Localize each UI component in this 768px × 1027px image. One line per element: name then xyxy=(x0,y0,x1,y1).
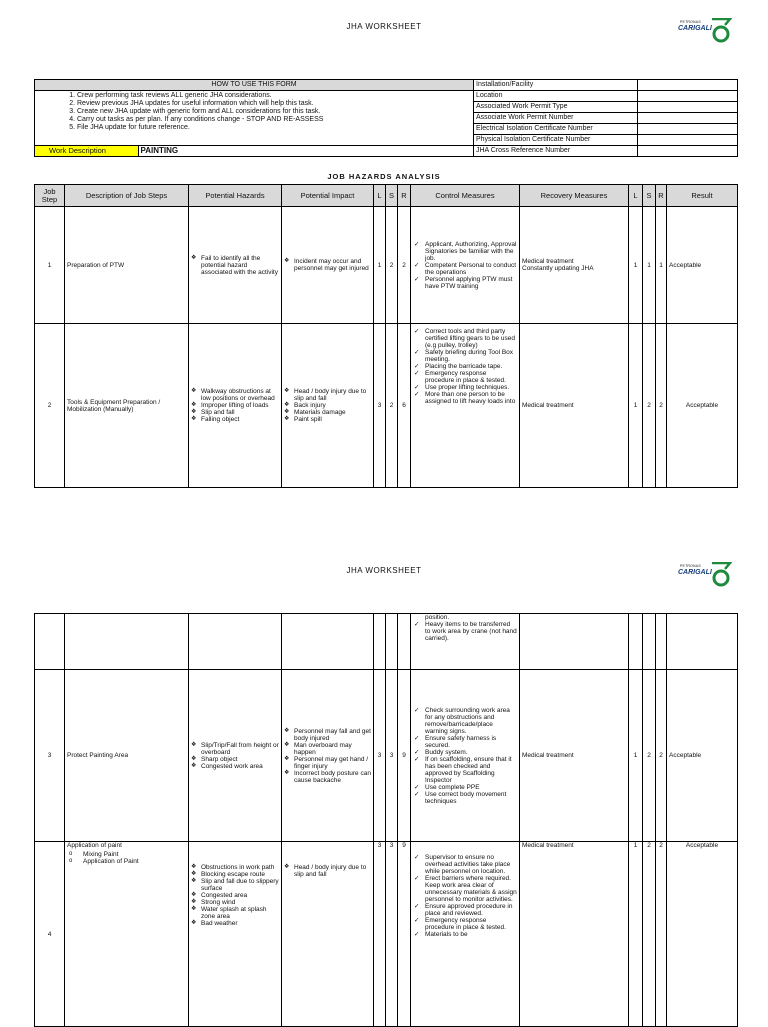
info-value-field[interactable] xyxy=(638,135,738,146)
table-row xyxy=(35,324,738,488)
info-label: Installation/Facility xyxy=(474,80,638,91)
control-item: ✓ Heavy items to be transferred to work area by crane (not hand carried). xyxy=(413,621,517,642)
hazard-item: ❖ Strong wind xyxy=(191,899,279,906)
job-step-number: 2 xyxy=(35,324,65,488)
risk-value: 6 xyxy=(398,324,411,488)
jha-heading: JOB HAZARDS ANALYSIS xyxy=(327,172,441,181)
severity-value: 2 xyxy=(386,207,398,324)
how-to-title: HOW TO USE THIS FORM xyxy=(35,80,474,91)
hazard-item: ❖ Blocking escape route xyxy=(191,871,279,878)
controls-cell xyxy=(411,207,520,324)
logo-small-text: PETRONAS xyxy=(680,20,701,24)
info-label: Physical Isolation Certificate Number xyxy=(474,135,638,146)
control-continuation: position. xyxy=(425,614,450,621)
info-label: Electrical Isolation Certificate Number xyxy=(474,124,638,135)
table-row xyxy=(35,207,738,324)
petronas-emblem-icon xyxy=(710,562,732,588)
impact-item: ❖ Incorrect body posture can cause backache xyxy=(284,770,371,784)
how-to-use-table xyxy=(34,79,738,157)
result-value: Acceptable xyxy=(667,670,738,842)
table-row xyxy=(35,670,738,842)
hazard-item: ❖ Falling object xyxy=(191,416,279,423)
hazard-item: ❖ Walkway obstructions at low positions or overhead xyxy=(191,388,279,402)
info-value-field[interactable] xyxy=(638,146,738,157)
col-s2: S xyxy=(643,185,656,207)
info-label: Associate Work Permit Number xyxy=(474,113,638,124)
impact-item: ❖ Man overboard may happen xyxy=(284,742,371,756)
hazard-item: ❖ Water splash at splash zone area xyxy=(191,906,279,920)
col-l2: L xyxy=(629,185,643,207)
residual-likelihood-value: 1 xyxy=(629,670,643,842)
job-step-number: 4 xyxy=(35,842,65,1027)
control-item: ✓ If on scaffolding, ensure that it has been checked and approved by Scaffolding Inspector xyxy=(413,756,517,784)
how-to-steps xyxy=(35,91,474,146)
impact-item: ❖ Head / body injury due to slip and fall xyxy=(284,388,371,402)
logo-brand-text: CARIGALI xyxy=(678,569,712,576)
work-description-label: Work Description xyxy=(35,146,138,156)
residual-severity-value: 2 xyxy=(643,842,656,1027)
how-to-step: 4. Carry out tasks as per plan. If any conditions change - STOP AND RE-ASSESS xyxy=(77,116,469,124)
hazard-item: ❖ Slip and fall due to slippery surface xyxy=(191,878,279,892)
info-value-field[interactable] xyxy=(638,91,738,102)
severity-value: 3 xyxy=(386,670,398,842)
risk-value: 2 xyxy=(398,207,411,324)
col-result: Result xyxy=(667,185,738,207)
residual-severity-value: 2 xyxy=(643,670,656,842)
info-value-field[interactable] xyxy=(638,102,738,113)
info-value-field[interactable] xyxy=(638,113,738,124)
control-item: ✓ Correct tools and third party certified lifting gears to be used (e.g pulley, trolley) xyxy=(413,328,517,349)
recovery-cell xyxy=(520,324,629,488)
severity-value: 2 xyxy=(386,324,398,488)
job-step-number: 3 xyxy=(35,670,65,842)
control-item: ✓ Use correct body movement techniques xyxy=(413,791,517,805)
jha-table-continued xyxy=(34,613,738,1027)
impact-item: ❖ Head / body injury due to slip and fall xyxy=(284,864,371,878)
residual-risk-value: 2 xyxy=(656,670,667,842)
job-step-description: Protect Painting Area xyxy=(65,670,189,842)
impact-cell xyxy=(282,324,374,488)
info-label: Location xyxy=(474,91,638,102)
job-step-description: Application of paint xyxy=(67,842,122,849)
hazards-cell xyxy=(189,324,282,488)
info-value-field[interactable] xyxy=(638,124,738,135)
controls-cell xyxy=(411,614,520,670)
hazard-item: ❖ Slip/Trip/Fall from height or overboard xyxy=(191,742,279,756)
control-item: ✓ Emergency response procedure in place & tested. xyxy=(413,917,517,931)
col-control: Control Measures xyxy=(411,185,520,207)
control-item: ✓ Check surrounding work area for any obstructions and remove/barricade/place warning signs. xyxy=(413,707,517,735)
control-item: ✓ Materials to be xyxy=(413,931,517,938)
col-hazards: Potential Hazards xyxy=(189,185,282,207)
sub-step-item: o Mixing Paint xyxy=(67,851,186,858)
control-item: ✓ Ensure safety harness is secured. xyxy=(413,735,517,749)
hazard-item: ❖ Slip and fall xyxy=(191,409,279,416)
risk-value: 9 xyxy=(398,670,411,842)
result-value: Acceptable xyxy=(667,207,738,324)
impact-item: ❖ Materials damage xyxy=(284,409,371,416)
impact-item: ❖ Back injury xyxy=(284,402,371,409)
residual-risk-value: 1 xyxy=(656,207,667,324)
col-job-step: Job Step xyxy=(35,185,65,207)
residual-risk-value: 2 xyxy=(656,324,667,488)
impact-item: ❖ Personnel may fall and get body injured xyxy=(284,728,371,742)
recovery-cell xyxy=(520,842,629,1027)
col-recovery: Recovery Measures xyxy=(520,185,629,207)
page-title: JHA WORKSHEET xyxy=(346,566,422,575)
controls-cell xyxy=(411,842,520,1027)
control-item: ✓ Buddy system. xyxy=(413,749,517,756)
residual-risk-value: 2 xyxy=(656,842,667,1027)
impact-item: ❖ Paint spill xyxy=(284,416,371,423)
how-to-step: 1. Crew performing task reviews ALL generic JHA considerations. xyxy=(77,92,469,100)
info-label: Associated Work Permit Type xyxy=(474,102,638,113)
recovery-item: Medical treatment xyxy=(522,842,574,849)
recovery-cell xyxy=(520,207,629,324)
impact-item: ❖ Incident may occur and personnel may get injured xyxy=(284,258,371,272)
residual-likelihood-value: 1 xyxy=(629,842,643,1027)
controls-cell xyxy=(411,670,520,842)
likelihood-value: 3 xyxy=(374,670,386,842)
hazard-item: ❖ Obstructions in work path xyxy=(191,864,279,871)
job-step-number: 1 xyxy=(35,207,65,324)
impact-cell xyxy=(282,670,374,842)
recovery-cell xyxy=(520,670,629,842)
recovery-item: Constantly updating JHA xyxy=(522,265,594,272)
result-value: Acceptable xyxy=(667,324,738,488)
controls-cell xyxy=(411,324,520,488)
work-description-value[interactable]: PAINTING xyxy=(140,146,179,155)
control-item: ✓ Applicant, Authorizing, Approval Signatories be familiar with the job. xyxy=(413,241,517,262)
info-value-field[interactable] xyxy=(638,80,738,91)
hazards-cell xyxy=(189,670,282,842)
likelihood-value: 3 xyxy=(374,324,386,488)
hazard-item: ❖ Congested work area xyxy=(191,763,279,770)
hazard-item: ❖ Sharp object xyxy=(191,756,279,763)
control-item: ✓ More than one person to be assigned to lift heavy loads into xyxy=(413,391,517,405)
company-logo xyxy=(678,562,730,588)
logo-brand-text: CARIGALI xyxy=(678,25,712,32)
col-r: R xyxy=(398,185,411,207)
hazards-cell xyxy=(189,207,282,324)
hazard-item: ❖ Bad weather xyxy=(191,920,279,927)
residual-likelihood-value: 1 xyxy=(629,207,643,324)
control-item: ✓ Personnel applying PTW must have PTW training xyxy=(413,276,517,290)
impact-item: ❖ Personnel may get hand / finger injury xyxy=(284,756,371,770)
risk-value: 9 xyxy=(398,842,411,1027)
how-to-step: 5. File JHA update for future reference. xyxy=(77,124,469,132)
impact-cell xyxy=(282,207,374,324)
company-logo xyxy=(678,18,730,44)
page-title: JHA WORKSHEET xyxy=(346,22,422,31)
control-item: ✓ Use complete PPE xyxy=(413,784,517,791)
col-r2: R xyxy=(656,185,667,207)
severity-value: 3 xyxy=(386,842,398,1027)
residual-severity-value: 1 xyxy=(643,207,656,324)
jha-table xyxy=(34,184,738,488)
residual-severity-value: 2 xyxy=(643,324,656,488)
result-value: Acceptable xyxy=(667,842,738,1027)
sub-step-item: o Application of Paint xyxy=(67,858,186,865)
residual-likelihood-value: 1 xyxy=(629,324,643,488)
control-item: ✓ Competent Personal to conduct the operations xyxy=(413,262,517,276)
col-s: S xyxy=(386,185,398,207)
recovery-item: Medical treatment xyxy=(522,752,574,759)
likelihood-value: 1 xyxy=(374,207,386,324)
col-l: L xyxy=(374,185,386,207)
table-row xyxy=(35,614,738,670)
control-item: ✓ Use proper lifting techniques. xyxy=(413,384,517,391)
col-impact: Potential Impact xyxy=(282,185,374,207)
control-item: ✓ Supervisor to ensure no overhead activities take place while personnel on location. xyxy=(413,854,517,875)
hazard-item: ❖ Congested area xyxy=(191,892,279,899)
control-item: ✓ Safety briefing during Tool Box meeting. xyxy=(413,349,517,363)
job-step-description-cell xyxy=(65,842,189,1027)
how-to-step: 3. Create new JHA update with generic form and ALL considerations for this task. xyxy=(77,108,469,116)
impact-cell xyxy=(282,842,374,1027)
work-description-row xyxy=(35,146,474,157)
hazards-cell xyxy=(189,842,282,1027)
info-label: JHA Cross Reference Number xyxy=(474,146,638,157)
recovery-item: Medical treatment xyxy=(522,258,574,265)
hazard-item: ❖ Improper lifting of loads xyxy=(191,402,279,409)
control-item: ✓ Ensure approved procedure in place and reviewed. xyxy=(413,903,517,917)
recovery-item: Medical treatment xyxy=(522,402,574,409)
control-item: ✓ Emergency response procedure in place & tested. xyxy=(413,370,517,384)
job-step-description: Tools & Equipment Preparation / Mobilization (Manually) xyxy=(65,324,189,488)
logo-small-text: PETRONAS xyxy=(680,564,701,568)
col-description: Description of Job Steps xyxy=(65,185,189,207)
hazard-item: ❖ Fail to identify all the potential hazard associated with the activity xyxy=(191,255,279,276)
table-row xyxy=(35,842,738,1027)
job-step-description: Preparation of PTW xyxy=(65,207,189,324)
petronas-emblem-icon xyxy=(710,18,732,44)
how-to-step: 2. Review previous JHA updates for useful information which will help this task. xyxy=(77,100,469,108)
control-item: ✓ Erect barriers where required. Keep work area clear of unnecessary materials & assign personnel to monitor activities. xyxy=(413,875,517,903)
likelihood-value: 3 xyxy=(374,842,386,1027)
control-item: ✓ Placing the barricade tape. xyxy=(413,363,517,370)
